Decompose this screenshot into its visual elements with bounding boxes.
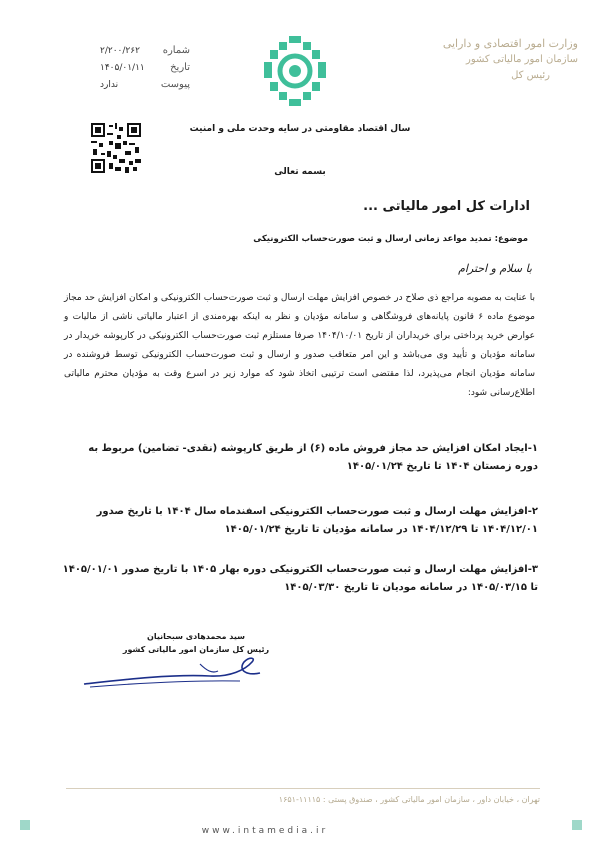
recipient: ادارات کل امور مالیاتی ... — [363, 199, 530, 214]
ministry-line: سازمان امور مالیاتی کشور — [466, 54, 578, 65]
letter-number: ۲/۲۰۰/۲۶۲ — [100, 45, 140, 56]
number-row — [100, 42, 190, 59]
ministry-line: رئیس کل — [511, 70, 550, 81]
footer-address: تهران ، خیابان داور ، سازمان امور مالیاتی کشور ، صندوق پستی : ۱۱۱۱۵-۱۶۵۱ — [278, 795, 540, 804]
list-item: ۱-ایجاد امکان افزایش حد مجاز فروش ماده (۶) از طریق کارپوشه (نقدی- تضامین) مربوط به دوره زمستان ۱۴۰۴ تا تاریخ ۱۴۰۵/۰۱/۲۴ — [88, 443, 538, 472]
basmala: بسمه تعالی — [274, 167, 326, 177]
subject-line: موضوع: تمدید مواعد زمانی ارسال و ثبت صورت‌حساب الکترونیکی — [253, 234, 528, 244]
signature-icon — [80, 640, 270, 700]
letter-body — [64, 289, 535, 403]
corner-mark-icon — [572, 820, 582, 830]
signer-name: سید محمدهادی سبحانیان — [146, 632, 246, 641]
tax-emblem-icon — [262, 36, 328, 106]
letter-date: ۱۴۰۵/۰۱/۱۱ — [100, 62, 145, 73]
list-item: ۲-افزایش مهلت ارسال و ثبت صورت‌حساب الکترونیکی اسفندماه سال ۱۴۰۴ با تاریخ صدور ۱۴۰۴/۱۲/۰۱ تا ۱۴۰۴/۱۲/۲۹ در سامانه مؤدیان تا تاریخ ۱۴۰۵/۰۱/۲۴ — [96, 506, 538, 535]
greeting: با سلام و احترام — [458, 262, 532, 275]
year-motto: سال اقتصاد مقاومتی در سایه وحدت ملی و امنیت — [189, 124, 411, 134]
signer-title: رئیس کل سازمان امور مالیاتی کشور — [122, 645, 270, 654]
qr-code-icon — [91, 123, 141, 173]
attachment-value: ندارد — [100, 79, 119, 90]
footer-website: www.intamedia.ir — [201, 826, 329, 836]
number-label: شماره — [162, 45, 190, 56]
letter-meta — [100, 42, 190, 93]
corner-mark-icon — [20, 820, 30, 830]
date-row — [100, 59, 190, 76]
ministry-line: وزارت امور اقتصادی و دارایی — [442, 37, 578, 50]
list-item: ۳-افزایش مهلت ارسال و ثبت صورت‌حساب الکترونیکی دوره بهار ۱۴۰۵ با تاریخ صدور ۱۴۰۵/۰۱/۰۱ تا ۱۴۰۵/۰۳/۱۵ در سامانه مودیان تا تاریخ ۱۴۰۵/۰۳/۳۰ — [62, 564, 538, 593]
ministry-letterhead — [428, 36, 578, 84]
attachment-label: پیوست — [160, 79, 190, 90]
body-paragraph: با عنایت به مصوبه مراجع ذی صلاح در خصوص افزایش مهلت ارسال و ثبت صورت‌حساب الکترونیکی و امکان افزایش حد مجاز موضوع ماده ۶ قانون پایانه‌های فروشگاهی و سامانه مؤدیان و نظر به اینکه بهره‌مندی از اعتبار مالیاتی ناشی از مالیات و عوارض خرید پرداختی برای خریداران از تاریخ ۱۴۰۴/۱۰/۰۱ صرفا مستلزم ثبت صورت‌حساب الکترونیکی در کارپوشه خریدار در سامانه مؤدیان و تأیید وی می‌باشد و این امر متعاقب صدور و ارسال و ثبت صورت‌حساب الکترونیکی توسط فروشنده در سامانه مؤدیان انجام می‌پذیرد، لذا مقتضی است ترتیبی اتخاذ شود که موارد زیر در اسرع وقت به مؤدیان محترم مالیاتی اطلاع‌رسانی شود: — [64, 293, 535, 398]
date-label: تاریخ — [170, 62, 190, 73]
footer-divider — [66, 788, 540, 789]
attachment-row — [100, 76, 190, 93]
